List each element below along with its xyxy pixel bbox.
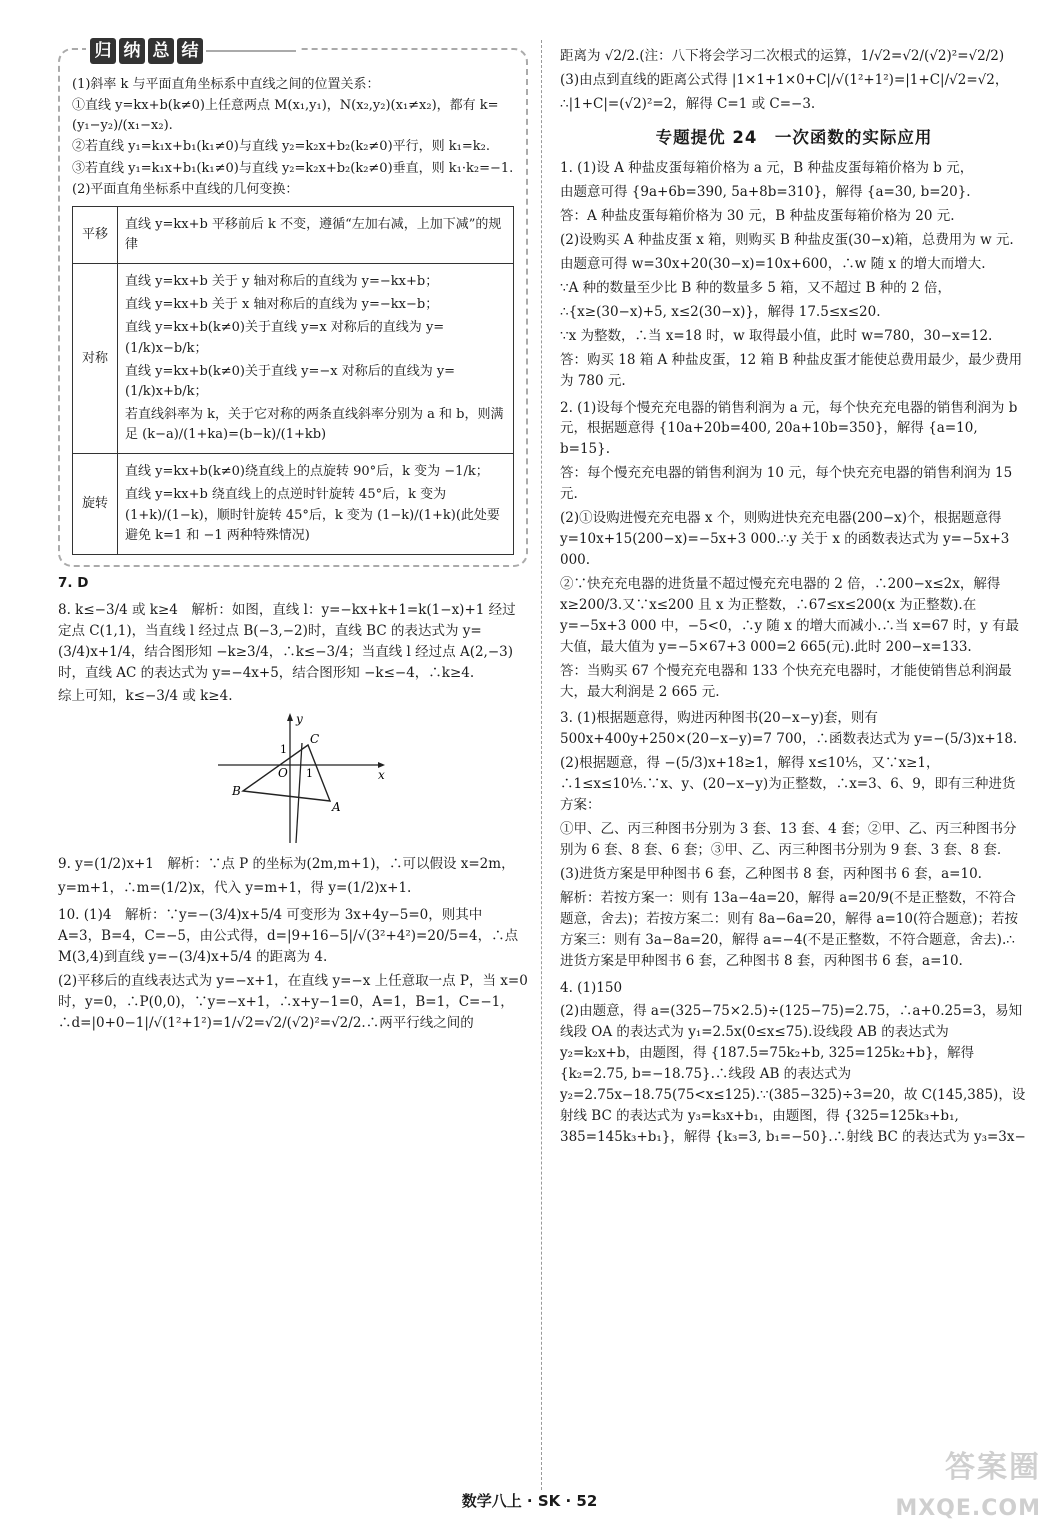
answer-text: ②∵快充充电器的进货量不超过慢充充电器的 2 倍，∴200−x≤2x，解得 x≥200/3.又∵x≤200 且 x 为正整数，∴67≤x≤200(x 为正整数).在 y=−5x+3 000 中，−5<0，∴y 随 x 的增大而减小.∴当 x=67 时，y 有最大值，最大值为 y=−5×67+3 000=2 665(元).此时 200−x=133. xyxy=(560,575,1020,655)
row-body xyxy=(118,264,514,454)
question-9 xyxy=(58,854,528,899)
answer-text: 由题意可得 w=30x+20(30−x)=10x+600，∴w 随 x 的增大而增大. xyxy=(560,256,986,273)
answer-text: ∴|1+C|=(√2)²=2，解得 C=1 或 C=−3. xyxy=(560,95,816,112)
row-head: 对称 xyxy=(73,264,118,454)
row-line: 直线 y=kx+b 平移前后 k 不变，遵循“左加右减，上加下减”的规律 xyxy=(125,216,502,252)
watermark-top: 答案圈 xyxy=(945,1450,1041,1486)
answer-text: 10. (1)4 解析：∵y=−(3/4)x+5/4 可变形为 3x+4y−5=0，则其中 A=3，B=4，C=−5，由公式得，d=|9+16−5|/√(3²+4²)=20/5=4，∴点 M(3,4)到直线 y=−(3/4)x+5/4 的距离为 4. xyxy=(58,907,519,966)
row-line: 直线 y=kx+b 绕直线上的点逆时针旋转 45°后，k 变为 (1+k)/(1−k)，顺时针旋转 45°后，k 变为 (1−k)/(1+k)(此处要避免 k=1 和 −1 两种特殊情况) xyxy=(125,487,500,543)
answer-text: y=m+1，∴m=(1/2)x，代入 y=m+1，得 y=(1/2)x+1. xyxy=(58,880,412,897)
coordinate-graph xyxy=(218,713,388,848)
summary-box xyxy=(58,41,528,567)
x-label: x xyxy=(378,768,385,783)
summary-line: (2)平面直角坐标系中直线的几何变换： xyxy=(72,181,299,197)
question-10 xyxy=(58,905,528,1034)
table-row xyxy=(73,454,514,555)
question-3 xyxy=(560,708,1028,971)
answer-text: (2)根据题意，得 −(5/3)x+18≥1，解得 x≤10⅕，又∵x≥1，∴1≤x≤10⅕.∵x、y、(20−x−y)为正整数，∴x=3、6、9，即有三种进货方案： xyxy=(560,755,1016,814)
transform-table xyxy=(72,206,514,555)
answer-text: ∴{x≥(30−x)+5, x≤2(30−x)}，解得 17.5≤x≤20. xyxy=(560,303,881,320)
answer-text: 答：当购买 67 个慢充充电器和 133 个快充充电器时，才能使销售总利润最大，最大利润是 2 665 元. xyxy=(560,662,1012,700)
answer-text: ∵x 为整数，∴当 x=18 时，w 取得最小值，此时 w=780，30−x=12. xyxy=(560,327,993,344)
table-row xyxy=(73,206,514,263)
summary-title-char: 纳 xyxy=(119,38,145,64)
answer-text: 答：每个慢充充电器的销售利润为 10 元，每个快充充电器的销售利润为 15 元. xyxy=(560,465,1013,503)
question-7 xyxy=(58,573,528,594)
table-row xyxy=(73,264,514,454)
answer-text: (2)①设购进慢充充电器 x 个，则购进快充充电器(200−x)个，根据题意得 y=10x+15(200−x)=−5x+3 000.∴y 关于 x 的函数表达式为 y=−5x+3 000. xyxy=(560,510,1010,568)
row-line: 直线 y=kx+b 关于 x 轴对称后的直线为 y=−kx−b； xyxy=(125,297,439,313)
row-line: 直线 y=kx+b(k≠0)关于直线 y=x 对称后的直线为 y=(1/k)x−b/k； xyxy=(125,320,445,356)
answer-text: 2. (1)设每个慢充充电器的销售利润为 a 元，每个快充充电器的销售利润为 b 元，根据题意得 {10a+20b=400, 20a+10b=350}，解得 {a=10, b=15}. xyxy=(560,399,1018,458)
row-line: 直线 y=kx+b(k≠0)关于直线 y=−x 对称后的直线为 y=(1/k)x+b/k； xyxy=(125,363,456,399)
summary-title-char: 总 xyxy=(148,38,174,64)
row-body xyxy=(118,206,514,263)
answer-text: (2)平移后的直线表达式为 y=−x+1，在直线 y=−x 上任意取一点 P，当 x=0 时，y=0，∴P(0,0)，∵y=−x+1，∴x+y−1=0，A=1，B=1，C=−1，∴d=|0+0−1|/√(1²+1²)=1/√2=√2/(√2)²=√2/2.∴两平行线之间的 xyxy=(58,972,528,1031)
answer-text: 综上可知，k≤−3/4 或 k≥4. xyxy=(58,688,233,705)
answer-text: 4. (1)150 xyxy=(560,979,623,996)
question-10-continued xyxy=(560,46,1028,115)
answer-text: 9. y=(1/2)x+1 解析：∵点 P 的坐标为(2m,m+1)，∴可以假设 x=2m， xyxy=(58,856,515,873)
summary-title xyxy=(86,38,300,64)
line-l xyxy=(296,743,302,843)
answer-text: 由题意可得 {9a+6b=390, 5a+8b=310}，解得 {a=30, b=20}. xyxy=(560,184,971,201)
right-column xyxy=(560,40,1028,1154)
answer-text: 答：A 种盐皮蛋每箱价格为 30 元，B 种盐皮蛋每箱价格为 20 元. xyxy=(560,208,955,225)
answer-text: 答：购买 18 箱 A 种盐皮蛋，12 箱 B 种盐皮蛋才能使总费用最少，最少费用为 780 元. xyxy=(560,351,1023,389)
answer-text: ∵A 种的数量至少比 B 种的数量多 5 箱，又不超过 B 种的 2 倍， xyxy=(560,279,951,296)
answer-text: 8. k≤−3/4 或 k≥4 解析：如图，直线 l：y=−kx+k+1=k(1−x)+1 经过定点 C(1,1)，当直线 l 经过点 B(−3,−2)时，直线 BC 的表达式为 y=(3/4)x+1/4，结合图形知 −k≥3/4，∴k≤−3/4；当直线 l 经过点 A(2,−3)时，直线 AC 的表达式为 y=−4x+5，结合图形知 −k≤−4，∴k≥4. xyxy=(58,601,516,681)
point-a-label: A xyxy=(332,800,341,815)
section-title: 专题提优 24 一次函数的实际应用 xyxy=(655,127,933,147)
question-2 xyxy=(560,398,1028,703)
row-body xyxy=(118,454,514,555)
row-line: 直线 y=kx+b 关于 y 轴对称后的直线为 y=−kx+b； xyxy=(125,274,439,290)
left-column xyxy=(58,40,528,1040)
summary-line: ①直线 y=kx+b(k≠0)上任意两点 M(x₁,y₁)，N(x₂,y₂)(x₁≠x₂)，都有 k=(y₁−y₂)/(x₁−x₂). xyxy=(72,98,499,134)
question-4 xyxy=(560,978,1028,1148)
summary-title-char: 归 xyxy=(90,38,116,64)
row-head: 平移 xyxy=(73,206,118,263)
page-footer: 数学八上 · SK · 52 xyxy=(461,1492,598,1510)
answer-text: 1. (1)设 A 种盐皮蛋每箱价格为 a 元，B 种盐皮蛋每箱价格为 b 元， xyxy=(560,160,974,177)
point-b-label: B xyxy=(232,784,241,799)
question-8 xyxy=(58,600,528,708)
answer-text: 3. (1)根据题意得，购进丙种图书(20−x−y)套，则有 500x+400y+250×(20−x−y)=7 700，∴函数表达式为 y=−(5/3)x+18. xyxy=(560,710,1018,748)
y-axis-arrow xyxy=(287,713,293,721)
summary-title-char: 结 xyxy=(177,38,203,64)
answer-text: (2)设购买 A 种盐皮蛋 x 箱，则购买 B 种盐皮蛋(30−x)箱，总费用为 w 元. xyxy=(560,232,1014,249)
question-1 xyxy=(560,158,1028,391)
answer-text: ①甲、乙、丙三种图书分别为 3 套、13 套、4 套；②甲、乙、丙三种图书分别为 6 套、8 套、6 套；③甲、乙、丙三种图书分别为 9 套、3 套、8 套. xyxy=(560,821,1017,858)
tick-label-y: 1 xyxy=(280,743,287,757)
summary-title-rule xyxy=(206,50,296,52)
point-c-label: C xyxy=(310,732,320,747)
column-divider xyxy=(541,40,542,1490)
row-line: 若直线斜率为 k，关于它对称的两条直线斜率分别为 a 和 b，则满足 (k−a)/(1+ka)=(b−k)/(1+kb) xyxy=(125,406,504,443)
row-head: 旋转 xyxy=(73,454,118,555)
summary-line: (1)斜率 k 与平面直角坐标系中直线之间的位置关系： xyxy=(72,77,380,92)
answer-text: (2)由题意，得 a=(325−75×2.5)÷(125−75)=2.75，∴a+0.25=3，易知线段 OA 的表达式为 y₁=2.5x(0≤x≤75).设线段 AB 的表达式为 y₂=k₂x+b，由题图，得 {187.5=75k₂+b, 325=125k₂+b}，解得 {k₂=2.75, b=−18.75}.∴线段 AB 的表达式为 y₂=2.75x−18.75(75<x≤125).∵(385−325)÷3=20，故 C(145,385)，设射线 BC 的表达式为 y₃=k₃x+b₁，由题图，得 {325=125k₃+b₁, 385=145k₃+b₁}，解得 {k₃=3, b₁=−50}.∴射线 BC 的表达式为 y₃=3x− xyxy=(560,1003,1026,1145)
answer-text: 解析：若按方案一：则有 13a−4a=20，解得 a=20/9(不是正整数，不符合题意，舍去)；若按方案二：则有 8a−6a=20，解得 a=10(符合题意)；若按方案三：则有 3a−8a=20，解得 a=−4(不是正整数，不符合题意，舍去).∴进货方案是甲种图书 6 套，乙种图书 8 套，丙种图书 6 套，a=10. xyxy=(560,889,1018,969)
origin-label: O xyxy=(278,766,288,781)
answer-text: 距离为 √2/2.(注：八下将会学习二次根式的运算，1/√2=√2/(√2)²=√2/2) xyxy=(560,48,1005,64)
watermark-bottom: MXQE.COM xyxy=(895,1495,1041,1521)
watermark xyxy=(895,1445,1041,1526)
tick-label-x: 1 xyxy=(306,767,313,781)
summary-line: ③若直线 y₁=k₁x+b₁(k₁≠0)与直线 y₂=k₂x+b₂(k₂≠0)垂直，则 k₁·k₂=−1. xyxy=(72,160,514,176)
row-line: 直线 y=kx+b(k≠0)绕直线上的点旋转 90°后，k 变为 −1/k； xyxy=(125,464,489,480)
answer-text: (3)由点到直线的距离公式得 |1×1+1×0+C|/√(1²+1²)=|1+C|/√2=√2， xyxy=(560,71,1009,88)
summary-line: ②若直线 y₁=k₁x+b₁(k₁≠0)与直线 y₂=k₂x+b₂(k₂≠0)平行，则 k₁=k₂. xyxy=(72,139,490,155)
answer-text: (3)进货方案是甲种图书 6 套，乙种图书 8 套，丙种图书 6 套，a=10. xyxy=(560,865,982,882)
y-label: y xyxy=(296,713,303,727)
answer-text: 7. D xyxy=(58,574,89,591)
